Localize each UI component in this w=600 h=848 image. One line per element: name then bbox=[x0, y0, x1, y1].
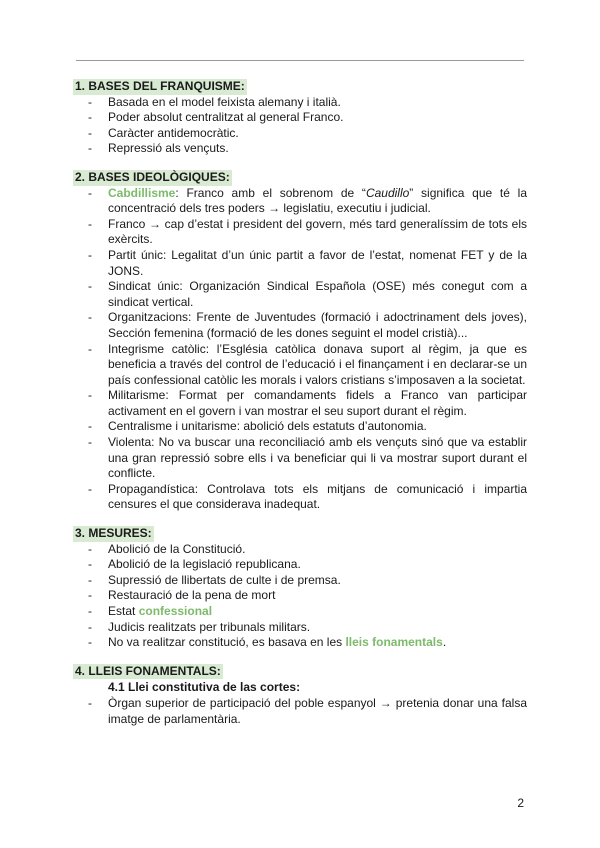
list-item: - Abolició de la Constitució. bbox=[73, 542, 527, 558]
list-item: - Òrgan superior de participació del poble espanyol → pretenia donar una falsa imatge de parlamentària. bbox=[73, 696, 527, 727]
document-body bbox=[73, 79, 527, 740]
list-item: - Estat confessional bbox=[73, 604, 527, 620]
section-heading: 3. MESURES: bbox=[75, 526, 152, 541]
emphasis-term: Caudillo bbox=[365, 185, 410, 200]
page-number: 2 bbox=[517, 796, 524, 810]
list-item: - Propagandística: Controlava tots els mitjans de comunicació i impartia censures el que considerava inadequat. bbox=[73, 482, 527, 513]
highlight-term: confessional bbox=[138, 604, 213, 618]
list-item: - Sindicat únic: Organización Sindical Española (OSE) més conegut com a sindicat vertical. bbox=[73, 279, 527, 310]
section-bases-ideologiques bbox=[73, 170, 527, 513]
section-lleis-fonamentals bbox=[73, 664, 527, 727]
section-mesures bbox=[73, 526, 527, 651]
list-item: - Supressió de llibertats de culte i de premsa. bbox=[73, 573, 527, 589]
list-item: - Violenta: No va buscar una reconciliació amb els vençuts sinó que va establir una gran repressió sobre ells i va beneficiar qui li va mostrar suport durant el conflicte. bbox=[73, 435, 527, 482]
bullet-list bbox=[73, 186, 527, 513]
list-item: - Cabdillisme: Franco amb el sobrenom de “Caudillo” significa que té la concentració dels tres poders → legislatiu, executiu i judicial. bbox=[73, 186, 527, 217]
list-item: - Abolició de la legislació republicana. bbox=[73, 557, 527, 573]
bullet-list bbox=[73, 95, 527, 157]
list-item: - Partit únic: Legalitat d’un únic partit a favor de l’estat, nomenat FET y de la JONS. bbox=[73, 248, 527, 279]
section-heading: 4. LLEIS FONAMENTALS: bbox=[75, 663, 221, 678]
highlight-term: Cabdillisme bbox=[108, 185, 176, 200]
list-item: - Judicis realitzats per tribunals militars. bbox=[73, 620, 527, 636]
section-heading: 1. BASES DEL FRANQUISME: bbox=[75, 79, 245, 93]
section-heading: 2. BASES IDEOLÒGIQUES: bbox=[75, 169, 230, 184]
list-item: - Integrisme catòlic: l’Església catòlica donava suport al règim, ja que es beneficia a través del control de l’educació i el finançament i en declarar-se un país confessional catòlic les morals i valors cristians s’imposaven a la societat. bbox=[73, 342, 527, 389]
list-item: - No va realitzar constitució, es basava en les lleis fonamentals. bbox=[73, 635, 527, 651]
list-item: - Franco → cap d’estat i president del govern, més tard generalíssim de tots els exèrcits. bbox=[73, 217, 527, 248]
section-bases-franquisme bbox=[73, 79, 527, 157]
bullet-list bbox=[73, 542, 527, 651]
subsection-heading: 4.1 Llei constitutiva de las cortes: bbox=[108, 680, 301, 695]
header-rule bbox=[76, 60, 524, 61]
list-item: - Poder absolut centralitzat al general Franco. bbox=[73, 110, 527, 126]
list-item: - Basada en el model feixista alemany i italià. bbox=[73, 95, 527, 111]
list-item: - Repressió als vençuts. bbox=[73, 141, 527, 157]
list-item: - Centralisme i unitarisme: abolició dels estatuts d’autonomia. bbox=[73, 419, 527, 435]
list-item: - Militarisme: Format per comandaments fidels a Franco van participar activament en el govern i van mostrar el seu suport durant el règim. bbox=[73, 388, 527, 419]
bullet-list bbox=[73, 696, 527, 727]
highlight-term: lleis fonamentals bbox=[345, 635, 443, 650]
list-item: - Organitzacions: Frente de Juventudes (formació i adoctrinament dels joves), Sección femenina (formació de les dones seguint el model cristià)... bbox=[73, 310, 527, 341]
list-item: - Restauració de la pena de mort bbox=[73, 588, 527, 604]
list-item: - Caràcter antidemocràtic. bbox=[73, 126, 527, 142]
